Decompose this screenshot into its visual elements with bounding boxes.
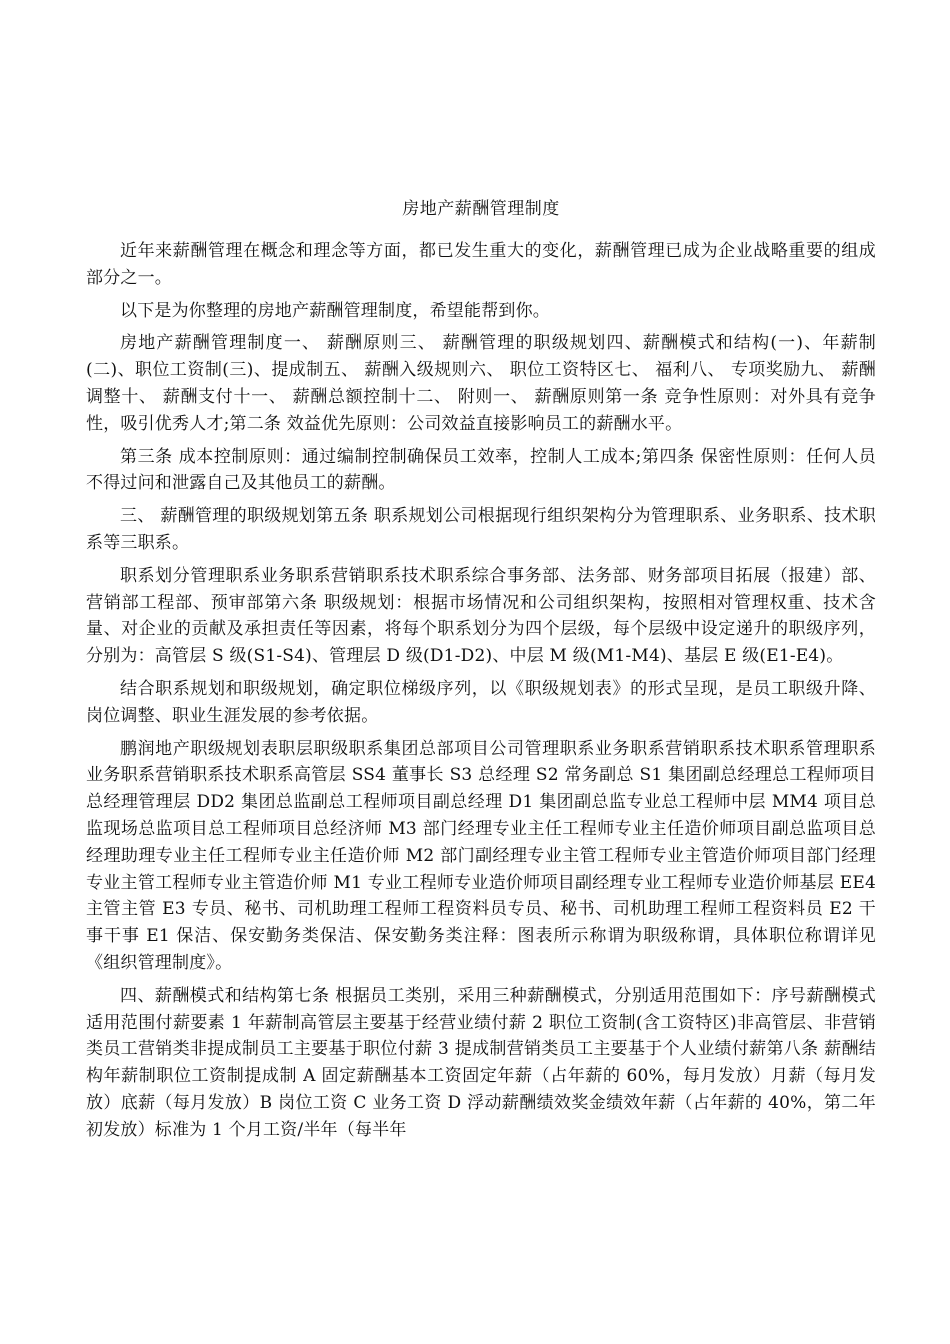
document-title: 房地产薪酬管理制度 xyxy=(402,199,560,219)
document-page xyxy=(86,196,876,1150)
paragraph-preface: 以下是为你整理的房地产薪酬管理制度，希望能帮到你。 xyxy=(120,300,550,321)
paragraph-job-family-division: 职系划分管理职系业务职系营销职系技术职系综合事务部、法务部、财务部项目拓展（报建）部、营销部工程部、预审部第六条 职级规划：根据市场情况和公司组织架构，按照相对管理权重、技术含量、对企业的贡献及承担责任等因素，将每个职系划分为四个层级，每个层级中设定递升的职级序列，分别为：高管层 S 级(S1-S4)、管理层 D 级(D1-D2)、中层 M 级(M1-M4)、基层 E 级(E1-E4)。 xyxy=(86,565,876,667)
paragraph-section-3: 三、 薪酬管理的职级规划第五条 职系规划公司根据现行组织架构分为管理职系、业务职系、技术职系等三职系。 xyxy=(86,506,876,553)
paragraph-article-3-4: 第三条 成本控制原则：通过编制控制确保员工效率，控制人工成本;第四条 保密性原则：任何人员不得过问和泄露自己及其他员工的薪酬。 xyxy=(86,446,876,494)
paragraph-intro: 近年来薪酬管理在概念和理念等方面，都已发生重大的变化，薪酬管理已成为企业战略重要的组成部分之一。 xyxy=(86,241,876,288)
paragraph-job-ladder: 结合职系规划和职级规划，确定职位梯级序列，以《职级规划表》的形式呈现，是员工职级升降、岗位调整、职业生涯发展的参考依据。 xyxy=(86,678,876,726)
paragraph-section-4: 四、薪酬模式和结构第七条 根据员工类别，采用三种薪酬模式，分别适用范围如下：序号薪酬模式适用范围付薪要素 1 年薪制高管层主要基于经营业绩付薪 2 职位工资制(含工资特区)非高管层、非营销类员工营销类非提成制员工主要基于职位付薪 3 提成制营销类员工主要基于个人业绩付薪第八条 薪酬结构年薪制职位工资制提成制 A 固定薪酬基本工资固定年薪（占年薪的 60%，每月发放）月薪（每月发放）底薪（每月发放）B 岗位工资 C 业务工资 D 浮动薪酬绩效奖金绩效年薪（占年薪的 40%，第二年初发放）标准为 1 个月工资/半年（每半年 xyxy=(86,985,876,1140)
paragraph-grade-table-text: 鹏润地产职级规划表职层职级职系集团总部项目公司管理职系业务职系营销职系技术职系管理职系业务职系营销职系技术职系高管层 SS4 董事长 S3 总经理 S2 常务副总 S1 集团副总经理总工程师项目总经理管理层 DD2 集团总监副总工程师项目副总经理 D1 集团副总监专业总工程师中层 MM4 项目总监现场总监项目总工程师项目总经济师 M3 部门经理专业主任工程师专业主任造价师项目副总监项目总经理助理专业主任工程师专业主任造价师 M2 部门副经理专业主管工程师专业主管造价师项目部门经理专业主管工程师专业主管造价师 M1 专业工程师专业造价师项目副经理专业工程师专业造价师基层 EE4 主管主管 E3 专员、秘书、司机助理工程师工程资料员专员、秘书、司机助理工程师工程资料员 E2 干事干事 E1 保洁、保安勤务类保洁、保安勤务类注释：图表所示称谓为职级称谓，具体职位称谓详见《组织管理制度》。 xyxy=(86,738,876,973)
paragraph-contents: 房地产薪酬管理制度一、 薪酬原则三、 薪酬管理的职级规划四、薪酬模式和结构(一)、年薪制(二)、职位工资制(三)、提成制五、 薪酬入级规则六、 职位工资特区七、 福利八、 专项奖励九、 薪酬调整十、 薪酬支付十一、 薪酬总额控制十二、 附则一、 薪酬原则第一条 竞争性原则：对外具有竞争性，吸引优秀人才;第二条 效益优先原则：公司效益直接影响员工的薪酬水平。 xyxy=(86,333,876,434)
